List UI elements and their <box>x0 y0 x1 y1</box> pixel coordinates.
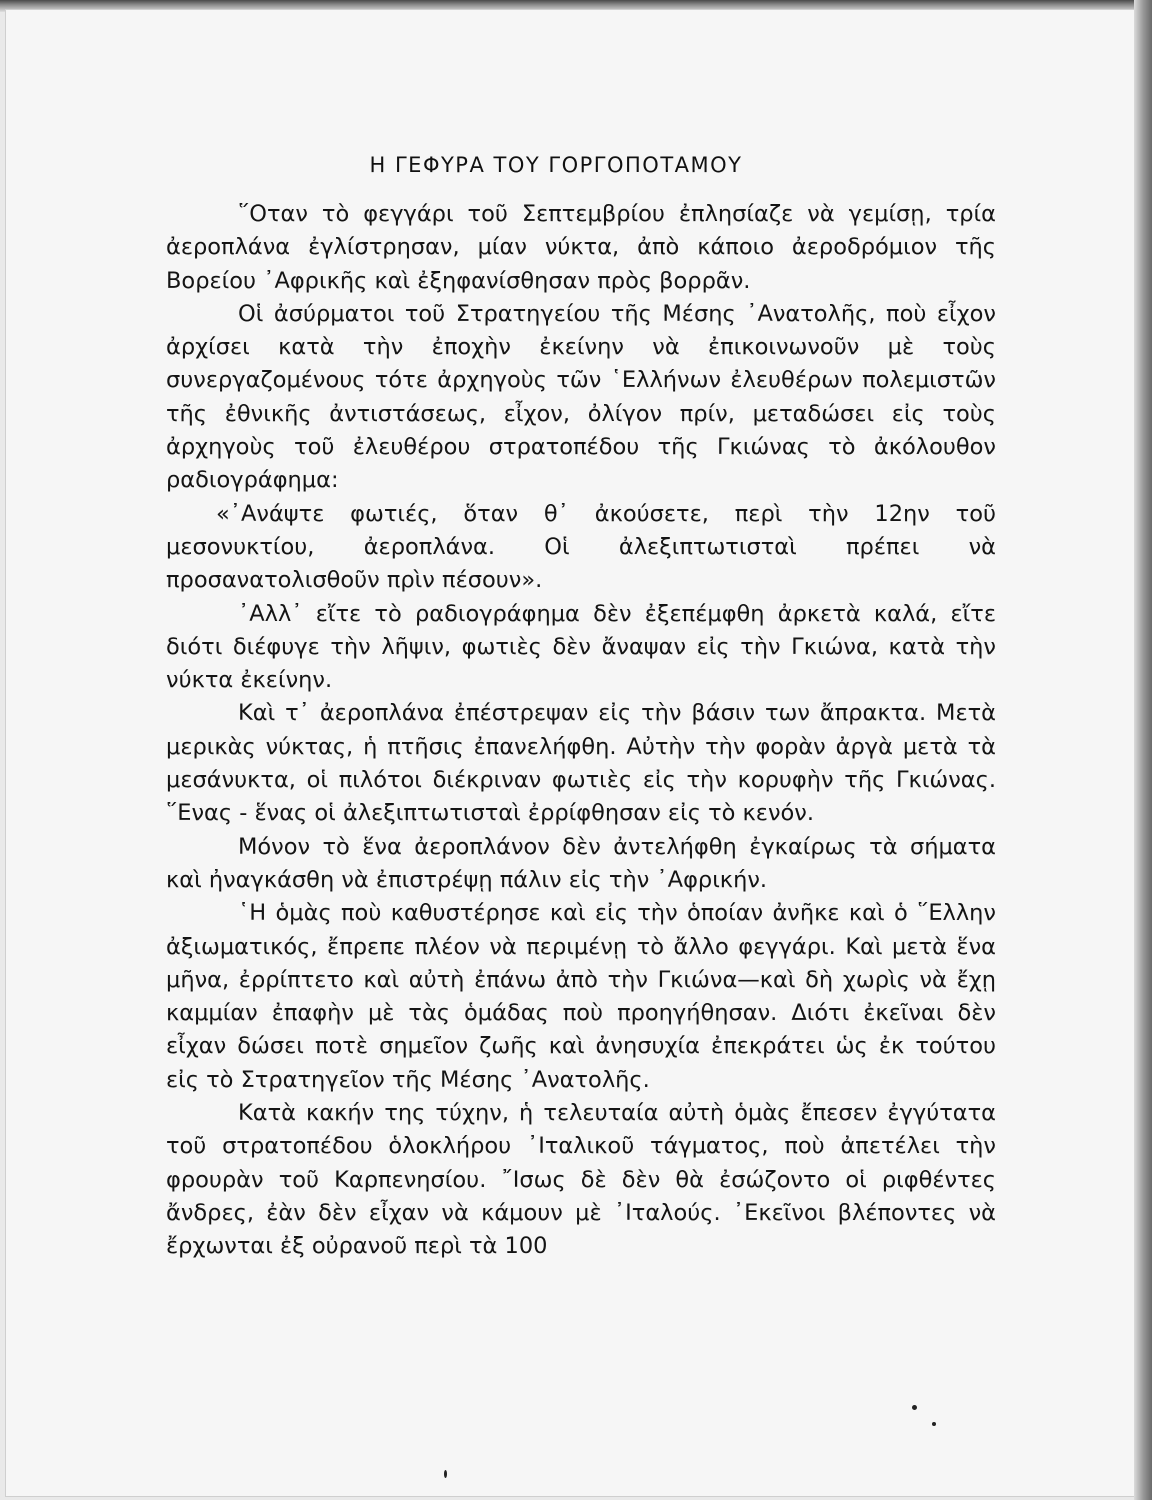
paragraph: Μόνον τὸ ἕνα ἀεροπλάνον δὲν ἀντελήφθη ἐγκαίρως τὰ σήματα καὶ ἠναγκάσθη νὰ ἐπιστρέψῃ πάλιν εἰς τὴν ᾿Αφρικήν. <box>166 833 996 893</box>
radiogram-quote: «᾿Ανάψτε φωτιές, ὅταν θ᾿ ἀκούσετε, περὶ τὴν 12ην τοῦ μεσονυκτίου, ἀεροπλάνα. Οἱ ἀλεξιπτωτισταὶ πρέπει νὰ προσανατολισθοῦν πρὶν πέσουν». <box>166 500 996 594</box>
paragraph: ῾Η ὁμὰς ποὺ καθυστέρησε καὶ εἰς τὴν ὁποίαν ἀνῆκε καὶ ὁ ῞Ελλην ἀξιωματικός, ἔπρεπε πλέον νὰ περιμένῃ τὸ ἄλλο φεγγάρι. Καὶ μετὰ ἕνα μῆνα, ἐρρίπτετο καὶ αὐτὴ ἐπάνω ἀπὸ τὴν Γκιώνα—καὶ δὴ χωρὶς νὰ ἔχῃ καμμίαν ἐπαφὴν μὲ τὰς ὁμάδας ποὺ προηγήθησαν. Διότι ἐκεῖναι δὲν εἶχαν δώσει ποτὲ σημεῖον ζωῆς καὶ ἀνησυχία ἐπεκράτει ὡς ἐκ τούτου εἰς τὸ Στρατηγεῖον τῆς Μέσης ᾿Ανατολῆς. <box>166 900 996 1093</box>
ink-speck <box>932 1422 936 1426</box>
paragraph: ῞Οταν τὸ φεγγάρι τοῦ Σεπτεμβρίου ἐπλησίαζε νὰ γεμίσῃ, τρία ἀεροπλάνα ἐγλίστρησαν, μίαν νύκτα, ἀπὸ κάποιο ἀεροδρόμιον τῆς Βορείου ᾿Αφρικῆς καὶ ἐξηφανίσθησαν πρὸς βορρᾶν. <box>166 201 996 294</box>
paragraph: Οἱ ἀσύρματοι τοῦ Στρατηγείου τῆς Μέσης ᾿Ανατολῆς, ποὺ εἶχον ἀρχίσει κατὰ τὴν ἐποχὴν ἐκείνην νὰ ἐπικοινωνοῦν μὲ τοὺς συνεργαζομένους τότε ἀρχηγοὺς τῶν ῾Ελλήνων ἐλευθέρων πολεμιστῶν τῆς ἐθνικῆς ἀντιστάσεως, εἶχον, ὀλίγον πρίν, μεταδώσει εἰς τοὺς ἀρχηγοὺς τοῦ ἐλευθέρου στρατοπέδου τῆς Γκιώνας τὸ ἀκόλουθον ραδιογράφημα: <box>166 300 996 494</box>
ink-speck <box>912 1405 917 1410</box>
paragraph: ᾿Αλλ᾿ εἴτε τὸ ραδιογράφημα δὲν ἐξεπέμφθη ἀρκετὰ καλά, εἴτε διότι διέφυγε τὴν λῆψιν, φωτιὲς δὲν ἄναψαν εἰς τὴν Γκιώνα, κατὰ τὴν νύκτα ἐκείνην. <box>166 600 996 694</box>
body-text <box>166 198 996 1264</box>
paragraph: Καὶ τ᾿ ἀεροπλάνα ἐπέστρεψαν εἰς τὴν βάσιν των ἄπρακτα. Μετὰ μερικὰς νύκτας, ἡ πτῆσις ἐπανελήφθη. Αὐτὴν τὴν φορὰν ἀργὰ μετὰ τὰ μεσάνυκτα, οἱ πιλότοι διέκριναν φωτιὲς εἰς τὴν κορυφὴν τῆς Γκιώνας. ῞Ενας - ἕνας οἱ ἀλεξιπτωτισταὶ ἐρρίφθησαν εἰς τὸ κενόν. <box>166 700 996 827</box>
ink-speck <box>444 1470 447 1478</box>
page-title: Η ΓΕΦΥΡΑ ΤΟΥ ΓΟΡΓΟΠΟΤΑΜΟΥ <box>369 153 743 177</box>
page-right-shadow <box>1134 0 1152 1500</box>
paragraph: Κατὰ κακήν της τύχην, ἡ τελευταία αὐτὴ ὁμὰς ἔπεσεν ἐγγύτατα τοῦ στρατοπέδου ὁλοκλήρου ᾿Ιταλικοῦ τάγματος, ποὺ ἀπετέλει τὴν φρουρὰν τοῦ Καρπενησίου. ῎Ισως δὲ δὲν θὰ ἐσώζοντο οἱ ριφθέντες ἄνδρες, ἐὰν δὲν εἶχαν νὰ κάμουν μὲ ᾿Ιταλούς. ᾿Εκεῖνοι βλέποντες νὰ ἔρχωνται ἐξ οὐρανοῦ περὶ τὰ 100 <box>166 1100 996 1260</box>
